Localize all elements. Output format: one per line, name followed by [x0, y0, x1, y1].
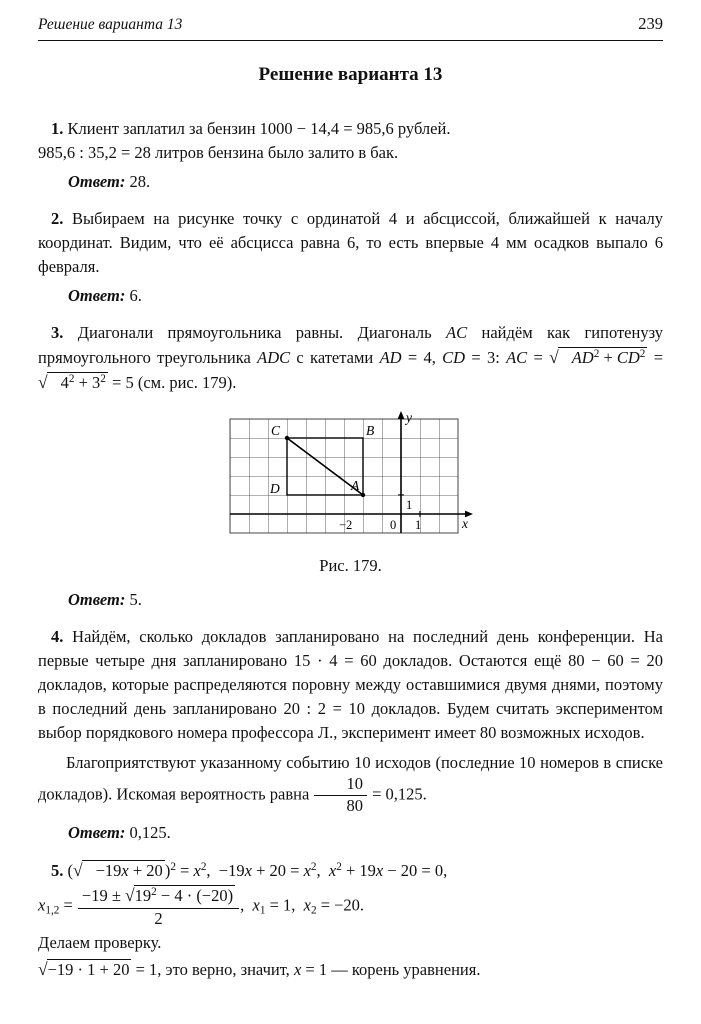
roots-fraction — [78, 885, 239, 929]
solution-4 — [38, 625, 663, 845]
fraction-numerator: 10 — [314, 775, 367, 796]
tick-label-minus2: −2 — [338, 518, 352, 532]
answer-label: Ответ: — [68, 286, 126, 305]
running-title: Решение варианта 13 — [38, 16, 183, 33]
solution-1-line-2: 985,6 : 35,2 = 28 литров бензина было залито в бак. — [38, 143, 399, 162]
sqrt-expression: √ $4^2 + 3^2$ — [38, 372, 106, 392]
answer-label: Ответ: — [68, 590, 126, 609]
solution-5-check-label: Делаем проверку. — [38, 932, 162, 952]
label-c: C — [270, 423, 280, 438]
solution-5-equation-2: $x_{1,2}$ = $\frac{-19 \pm √19^2 - 4 \cdot (-20)}{2}$ , $x_1 = 1$, $x_2 = -20$. — [38, 884, 365, 928]
solution-1-line-1: 1. Клиент заплатил за бензин 1000 − 14,4 = 985,6 рублей. — [51, 119, 451, 138]
solution-3-text: 3. Диагонали прямоугольника равны. Диагональ AC найдём как гипотенузу прямоугольного треугольника ADC с катетами AD = 4, CD = 3: AC = √ $AD^2 + CD^2$ = √ $4^2 + 3^2 = 5$ (см. рис. 179). — [38, 323, 664, 392]
page-number: 239 — [638, 14, 663, 33]
radical-sign: √ — [549, 347, 559, 367]
radical-sign: √ — [125, 884, 135, 905]
running-header — [38, 12, 663, 41]
grid — [230, 419, 458, 533]
solution-1-text — [38, 117, 663, 165]
solution-1 — [38, 117, 663, 194]
tick-label-one-x: 1 — [414, 518, 421, 532]
fraction-denominator: 80 — [346, 795, 363, 815]
x-axis-label: x — [461, 516, 468, 531]
figure-179 — [38, 409, 663, 578]
label-a: A — [350, 478, 359, 493]
solution-3 — [38, 321, 663, 612]
point-a — [360, 493, 364, 497]
solution-5 — [38, 858, 663, 982]
answer-4-value: 0,125. — [129, 822, 171, 842]
point-c — [284, 436, 288, 440]
answer-4 — [38, 821, 663, 845]
var-cd: CD — [442, 348, 466, 367]
answer-1-value: 28. — [129, 172, 151, 191]
sqrt-expression: √ $AD^2 + CD^2$ — [549, 347, 646, 367]
solution-4-text: 4. Найдём, сколько докладов запланировано на последний день конференции. На первые четыре дня запланировано 15 · 4 = 60 докладов. Остаются ещё 80 − 60 = 20 докладов, которые распределяются поровну между оставшимися двумя днями, поэтому в последний день запланировано 20 : 2 = 10 докладов. Будем считать экспериментом выбор порядкового номера профессора Л., эксперимент имеет 80 возможных исходов. — [38, 627, 663, 742]
y-axis-label: y — [405, 410, 412, 425]
problem-1-number: 1. — [51, 119, 64, 138]
solution-2 — [38, 207, 663, 308]
radical-sign: √ — [38, 372, 48, 392]
solution-2-text: 2. Выбираем на рисунке точку с ординатой 4 и абсциссой, ближайшей к началу координат. Видим, что её абсцисса равна 6, то есть впервые 4 мм осадков выпало 6 февраля. — [38, 209, 664, 276]
page-title: Решение варианта 13 — [258, 64, 443, 85]
radical-sign: √ — [73, 859, 83, 880]
answer-2-value: 6. — [129, 286, 142, 305]
solution-5-equation-1: 5. (√ −19x + 20 )$^2 = x^2$, $-19x + 20 = x^2$, $x^2 + 19x - 20 = 0$, — [51, 859, 448, 880]
var-adc: ADC — [257, 348, 291, 367]
tick-label-one-y: 1 — [405, 498, 412, 512]
label-b: B — [365, 423, 374, 438]
answer-1 — [38, 170, 663, 194]
problem-2-number: 2. — [51, 209, 64, 228]
var-ac: AC — [446, 323, 468, 342]
figure-179-plot — [226, 409, 476, 543]
y-axis-arrow — [397, 411, 404, 419]
answer-label: Ответ: — [68, 822, 126, 842]
figure-caption: Рис. 179. — [319, 556, 382, 575]
solution-4-text-2: Благоприятствуют указанному событию 10 исходов (последние 10 номеров в списке докладов). Искомая вероятность равна $\frac{10}{80}$ = 0,125. — [38, 753, 663, 815]
sqrt-expression: √ −19x + 20 — [73, 859, 163, 880]
var-ad: AD — [379, 348, 402, 367]
answer-3 — [38, 588, 663, 612]
answer-label: Ответ: — [68, 172, 126, 191]
problem-4-number: 4. — [51, 627, 64, 646]
problem-3-number: 3. — [51, 323, 64, 342]
sqrt-expression: √−19 · 1 + 20 — [38, 958, 130, 979]
radical-sign: √ — [38, 958, 48, 979]
fraction-denominator: 2 — [154, 908, 163, 928]
sqrt-expression: $√19^2 - 4 \cdot (-20)$ — [125, 884, 234, 905]
answer-2 — [38, 284, 663, 308]
probability-fraction — [314, 775, 367, 816]
solution-5-check-equation: √−19 · 1 + 20 = 1, это верно, значит, x = 1 — корень уравнения. — [38, 958, 481, 979]
var-ac: AC — [506, 348, 528, 367]
problem-5-number: 5. — [51, 860, 64, 880]
fraction-numerator: $-19 \pm √19^2 - 4 \cdot (-20)$ — [78, 885, 239, 909]
answer-3-value: 5. — [129, 590, 142, 609]
label-d: D — [269, 481, 280, 496]
tick-label-zero: 0 — [389, 518, 396, 532]
